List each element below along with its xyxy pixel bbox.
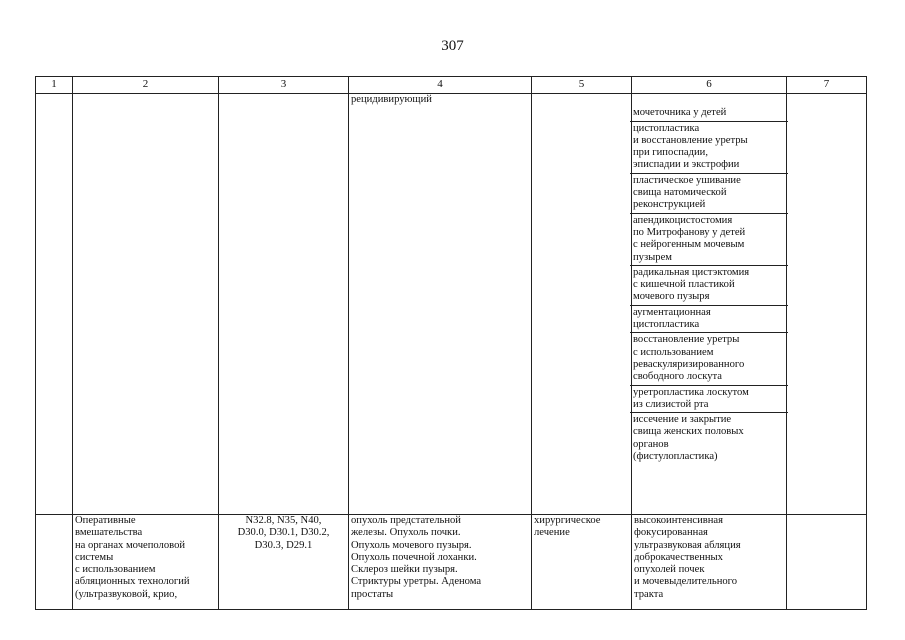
procedure-list bbox=[630, 106, 788, 526]
procedure-item: цистопластика и восстановление уретры при гипоспадии, эписпадии и экстрофии bbox=[630, 122, 788, 174]
procedure-item: апендикоцистостомия по Митрофанову у детей с нейрогенным мочевым пузырем bbox=[630, 214, 788, 266]
procedure-item: мочеточника у детей bbox=[630, 106, 788, 121]
procedure-item: уретропластика лоскутом из слизистой рта bbox=[630, 386, 788, 414]
cell-diagnosis: рецидивирующий bbox=[349, 94, 532, 515]
procedure-item: иссечение и закрытие свища женских половых органов (фистулопластика) bbox=[633, 414, 744, 463]
cell-extra bbox=[787, 94, 867, 515]
column-header: 2 bbox=[73, 77, 219, 94]
column-header: 4 bbox=[349, 77, 532, 94]
column-header: 7 bbox=[787, 77, 867, 94]
table-row bbox=[36, 515, 867, 610]
procedure-item: радикальная цистэктомия с кишечной пластикой мочевого пузыря bbox=[630, 266, 788, 306]
cell-intervention bbox=[73, 94, 219, 515]
cell-number bbox=[36, 94, 73, 515]
procedure-item: пластическое ушивание свища натомической реконструкцией bbox=[630, 174, 788, 214]
cell-treatment-type: хирургическое лечение bbox=[532, 515, 632, 610]
cell-treatment-type bbox=[532, 94, 632, 515]
procedure-item: аугментационная цистопластика bbox=[630, 306, 788, 334]
table-header-row bbox=[36, 77, 867, 94]
cell-procedures bbox=[632, 94, 787, 515]
cell-extra bbox=[787, 515, 867, 610]
procedure-item: восстановление уретры с использованием реваскуляризированного свободного лоскута bbox=[630, 333, 788, 385]
cell-icd-codes bbox=[219, 94, 349, 515]
column-header: 5 bbox=[532, 77, 632, 94]
cell-number bbox=[36, 515, 73, 610]
cell-diagnosis: опухоль предстательной железы. Опухоль почки. Опухоль мочевого пузыря. Опухоль почечной лоханки. Склероз шейки пузыря. Стриктуры уретры. Аденома простаты bbox=[349, 515, 532, 610]
table-row bbox=[36, 94, 867, 515]
column-header: 1 bbox=[36, 77, 73, 94]
medical-procedures-table bbox=[35, 76, 867, 610]
cell-procedures: высокоинтенсивная фокусированная ультразвуковая абляция доброкачественных опухолей почек и мочевыделительного тракта bbox=[632, 515, 787, 610]
column-header: 3 bbox=[219, 77, 349, 94]
cell-intervention: Оперативные вмешательства на органах мочеполовой системы с использованием абляционных технологий (ультразвуковой, крио, bbox=[73, 515, 219, 610]
cell-icd-codes: N32.8, N35, N40, D30.0, D30.1, D30.2, D30.3, D29.1 bbox=[219, 515, 349, 610]
column-header: 6 bbox=[632, 77, 787, 94]
page-number: 307 bbox=[441, 38, 464, 54]
